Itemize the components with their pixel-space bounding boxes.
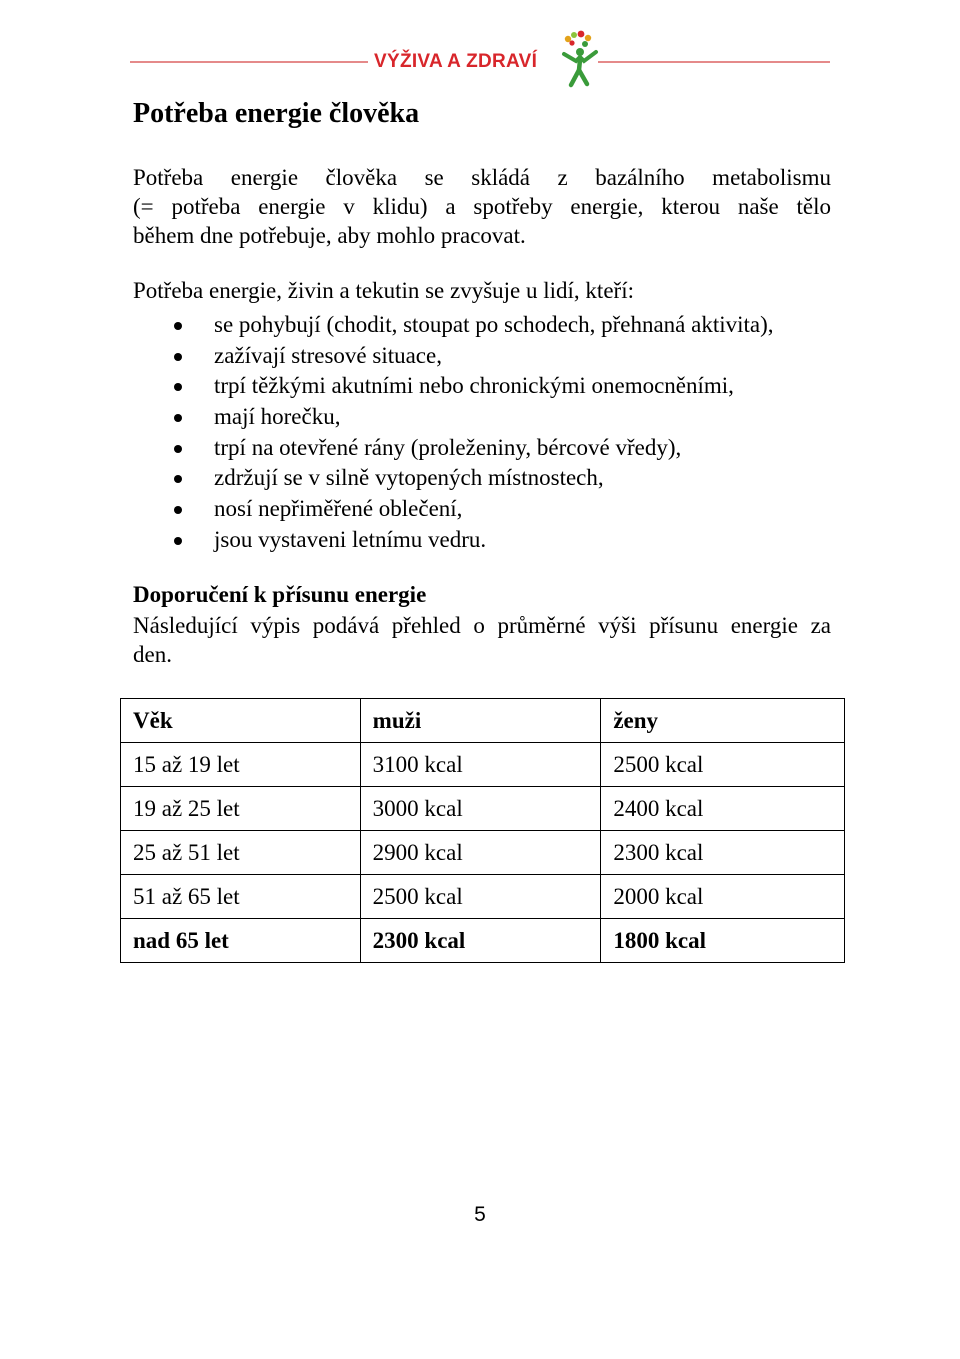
bullet-icon: [174, 475, 182, 483]
bullet-icon: [174, 414, 182, 422]
table-cell: 2400 kcal: [601, 787, 845, 831]
page-header: [0, 0, 960, 100]
column-header-women: ženy: [601, 699, 845, 743]
bullet-icon: [174, 506, 182, 514]
table-cell: 2300 kcal: [601, 831, 845, 875]
running-person-with-fruits-icon: [560, 30, 600, 90]
list-item: mají horečku,: [0, 402, 774, 433]
recommendation-line-2: den.: [133, 642, 172, 667]
bullet-icon: [174, 353, 182, 361]
list-item: zdržují se v silně vytopených místnostech,: [0, 463, 774, 494]
bullet-icon: [174, 445, 182, 453]
list-item: trpí na otevřené rány (proleženiny, bércové vředy),: [0, 433, 774, 464]
intro-line-2: (= potřeba energie v klidu) a spotřeby energie, kterou naše tělo: [133, 194, 831, 219]
table-cell: 15 až 19 let: [121, 743, 361, 787]
list-item: se pohybují (chodit, stoupat po schodech, přehnaná aktivita),: [0, 310, 774, 341]
header-line-left: [130, 61, 368, 63]
table-cell: 51 až 65 let: [121, 875, 361, 919]
recommendation-line-1: Následující výpis podává přehled o průměrné výši přísunu energie za: [133, 613, 831, 638]
list-item: nosí nepřiměřené oblečení,: [0, 494, 774, 525]
list-item: zažívají stresové situace,: [0, 341, 774, 372]
intro-line-3: během dne potřebuje, aby mohlo pracovat.: [133, 223, 526, 248]
header-brand: VÝŽIVA A ZDRAVÍ: [374, 51, 538, 72]
column-header-age: Věk: [121, 699, 361, 743]
table-cell: 19 až 25 let: [121, 787, 361, 831]
table-row: [121, 787, 845, 831]
bullet-icon: [174, 383, 182, 391]
table-cell: 3000 kcal: [360, 787, 601, 831]
list-item: jsou vystaveni letnímu vedru.: [0, 525, 774, 556]
bullet-icon: [174, 322, 182, 330]
list-lead: Potřeba energie, živin a tekutin se zvyšuje u lidí, kteří:: [133, 278, 634, 303]
table-cell: 2000 kcal: [601, 875, 845, 919]
table-header-row: [121, 699, 845, 743]
table-cell: 2500 kcal: [601, 743, 845, 787]
energy-table: [120, 698, 845, 963]
list-item: trpí těžkými akutními nebo chronickými onemocněními,: [0, 371, 774, 402]
table-cell: 2300 kcal: [360, 919, 601, 963]
table-row: [121, 743, 845, 787]
table-cell: 1800 kcal: [601, 919, 845, 963]
table-cell: nad 65 let: [121, 919, 361, 963]
page-title: Potřeba energie člověka: [133, 98, 420, 129]
table-row: [121, 919, 845, 963]
intro-line-1: Potřeba energie člověka se skládá z bazálního metabolismu: [133, 165, 831, 190]
table-cell: 3100 kcal: [360, 743, 601, 787]
conditions-list: [0, 310, 774, 556]
page-number: 5: [474, 1203, 486, 1226]
recommendation-heading: Doporučení k přísunu energie: [133, 582, 427, 607]
table-row: [121, 875, 845, 919]
table-cell: 2500 kcal: [360, 875, 601, 919]
table-cell: 25 až 51 let: [121, 831, 361, 875]
column-header-men: muži: [360, 699, 601, 743]
header-line-right: [598, 61, 830, 63]
bullet-icon: [174, 537, 182, 545]
table-cell: 2900 kcal: [360, 831, 601, 875]
table-row: [121, 831, 845, 875]
